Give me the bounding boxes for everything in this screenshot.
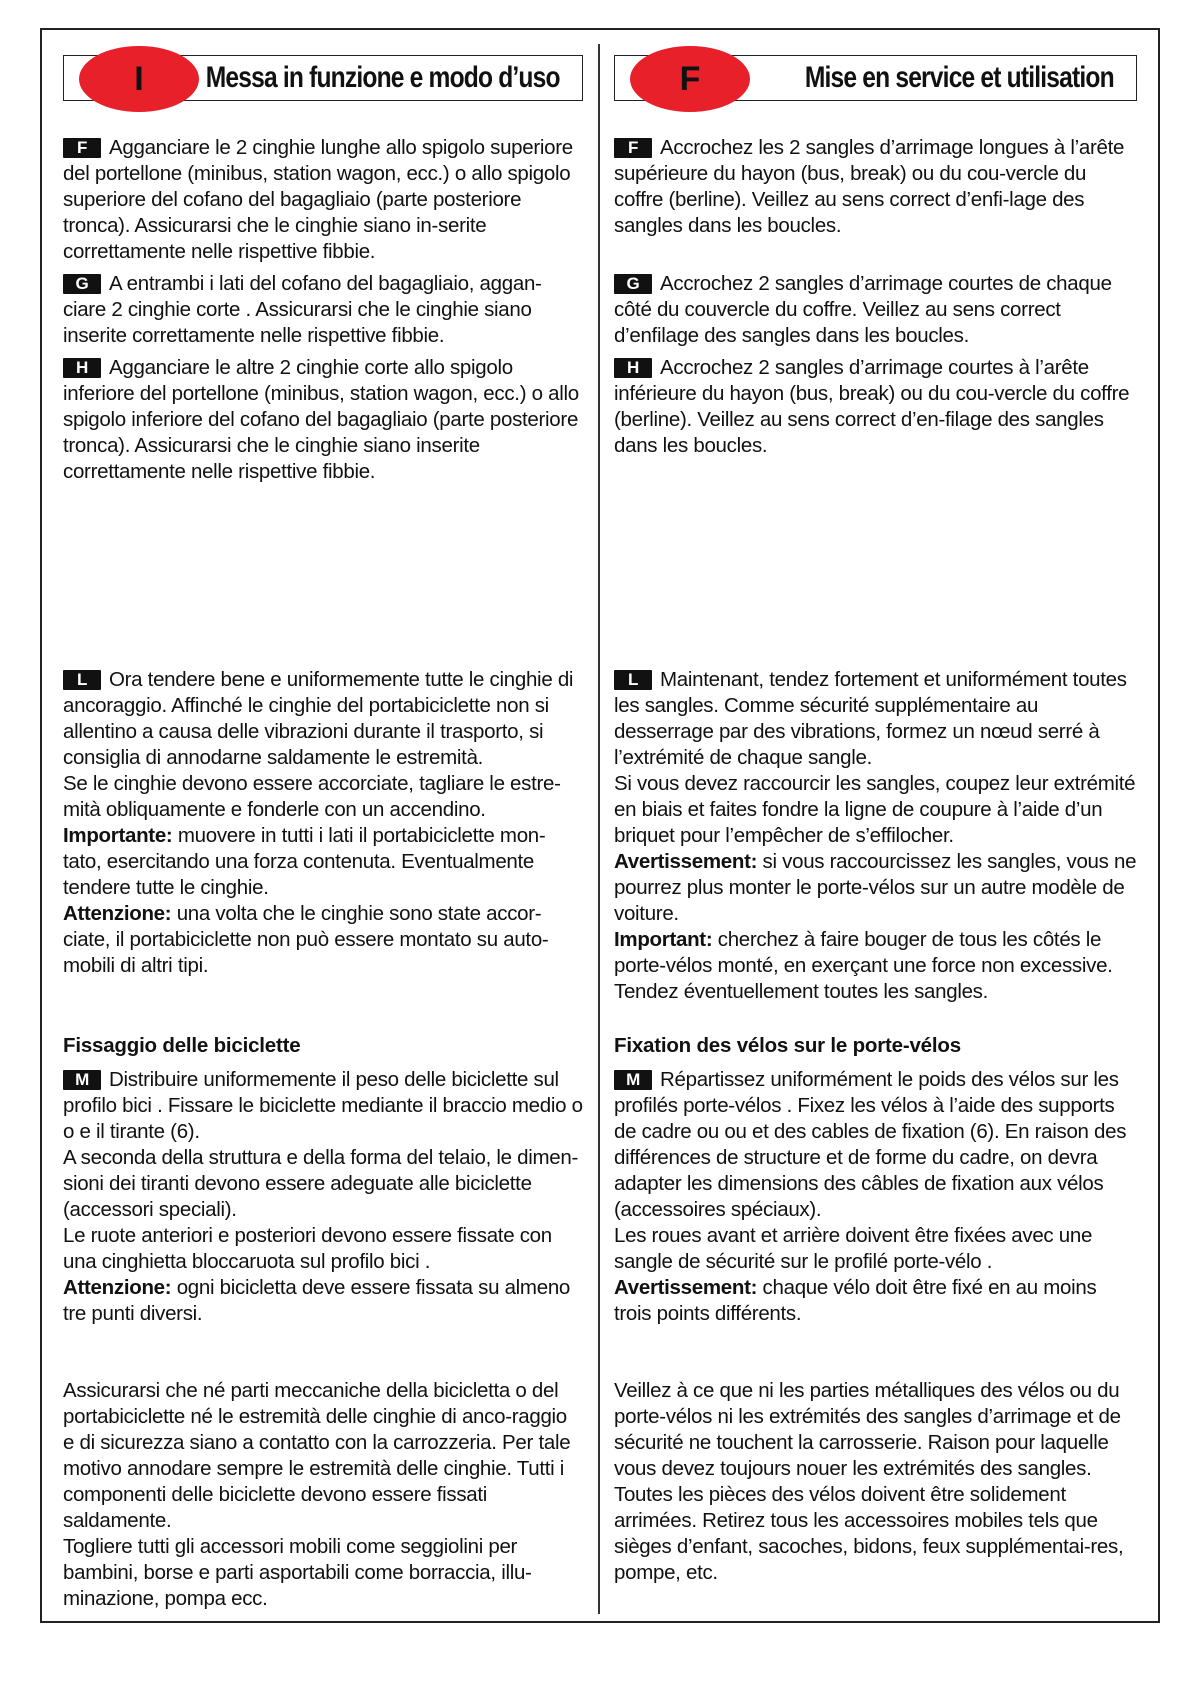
paragraph: Se le cinghie devono essere accorciate, tagliare le estre-mità obliquamente e fonderle con un accendino. [63, 772, 561, 821]
step-tag: L [63, 670, 101, 690]
step-g [614, 271, 1137, 349]
french-column [614, 55, 1137, 1584]
note-label: Importante: [63, 824, 173, 847]
step-text: Maintenant, tendez fortement et uniformément toutes les sangles. Comme sécurité supplémentaire au desserrage par des vibrations, formez un nœud serré à l’extrémité de chaque sangle. [614, 668, 1127, 769]
step-tag: F [63, 138, 101, 158]
step-text: A entrambi i lati del cofano del bagagliaio, aggan-ciare 2 cinghie corte . Assicurarsi che le cinghie siano inserite correttamente nelle rispettive fibbie. [63, 272, 542, 347]
warning-note [614, 849, 1137, 927]
note-text: si vous raccourcissez les sangles, vous ne pourrez plus monter le porte-vélos sur un autre modèle de voiture. [614, 850, 1137, 925]
step-text: Ora tendere bene e uniformemente tutte le cinghie di ancoraggio. Affinché le cinghie del portabiciclette non si allentino a causa delle vibrazioni durante il trasporto, si consiglia di annodarne saldamente le estremità. [63, 668, 574, 769]
fixing-heading: Fixation des vélos sur le porte-vélos [614, 1034, 961, 1057]
important-note [614, 927, 1137, 1005]
paragraph: Les roues avant et arrière doivent être fixées avec une sangle de sécurité sur le profilé porte-vélo . [614, 1224, 1093, 1273]
paragraph: Toutes les pièces des vélos doivent être solidement arrimées. Retirez tous les accessoires mobiles tels que sièges d’enfant, sacoches, bidons, feux supplémentai-res, pompe, etc. [614, 1483, 1124, 1584]
attention-note [63, 901, 583, 979]
note-label: Avertissement: [614, 850, 758, 873]
final-block [614, 1378, 1137, 1586]
french-section-header [614, 55, 1137, 101]
step-tag: G [614, 274, 652, 294]
step-text: Distribuire uniformemente il peso delle biciclette sul profilo bici . Fissare le biciclette mediante il braccio medio o o e il tirante (6). [63, 1068, 583, 1143]
note-label: Important: [614, 928, 713, 951]
step-l-block [63, 667, 583, 979]
language-badge-letter: I [134, 60, 144, 98]
paragraph: A seconda della struttura e della forma del telaio, le dimen-sioni dei tiranti devono essere adeguate alle biciclette (accessori speciali). [63, 1146, 579, 1221]
important-note [63, 823, 583, 901]
note-text: ogni bicicletta deve essere fissata su almeno tre punti diversi. [63, 1276, 571, 1325]
note-text: cherchez à faire bouger de tous les côtés le porte-vélos monté, en exerçant une force non excessive. Tendez éventuellement toutes les sangles. [614, 928, 1113, 1003]
step-tag: F [614, 138, 652, 158]
fixing-block [614, 1033, 1137, 1327]
step-m [63, 1067, 583, 1145]
step-m [614, 1067, 1137, 1223]
step-h [63, 355, 583, 485]
top-steps [614, 135, 1137, 465]
step-tag: M [614, 1070, 652, 1090]
fixing-block [63, 1033, 583, 1327]
note-label: Attenzione: [63, 1276, 172, 1299]
step-text: Accrochez 2 sangles d’arrimage courtes à l’arête inférieure du hayon (bus, break) ou du cou-vercle du coffre (berline). Veillez au sens correct d’en-filage des sangles dans les boucles. [614, 356, 1130, 457]
step-f [614, 135, 1137, 239]
fixing-heading: Fissaggio delle biciclette [63, 1034, 301, 1057]
step-l [614, 667, 1137, 771]
final-block [63, 1378, 583, 1612]
language-badge-letter: F [679, 60, 701, 98]
note-text: una volta che le cinghie sono state accor-ciate, il portabiciclette non può essere montato su auto-mobili di altri tipi. [63, 902, 549, 977]
paragraph: Le ruote anteriori e posteriori devono essere fissate con una cinghietta bloccaruota sul profilo bici . [63, 1224, 552, 1273]
step-tag: H [614, 358, 652, 378]
note-label: Avertissement: [614, 1276, 758, 1299]
italian-column [63, 55, 583, 1610]
attention-note [63, 1275, 583, 1327]
paragraph: Veillez à ce que ni les parties métalliques des vélos ou du porte-vélos ni les extrémités des sangles d’arrimage et de sécurité ne touchent la carrosserie. Raison pour laquelle vous devez toujours nouer les extrémités des sangles. [614, 1379, 1121, 1480]
paragraph: Assicurarsi che né parti meccaniche della bicicletta o del portabiciclette né le estremità delle cinghie di anco-raggio e di sicurezza siano a contatto con la carrozzeria. Per tale motivo annodare sempre le estremità delle cinghie. Tutti i componenti delle biciclette devono essere fissati saldamente. [63, 1379, 571, 1532]
step-text: Agganciare le 2 cinghie lunghe allo spigolo superiore del portellone (minibus, station wagon, ecc.) o allo spigolo superiore del cofano del bagagliaio (parte posteriore tronca). Assicurarsi che le cinghie siano in-serite correttamente nelle rispettive fibbie. [63, 136, 573, 263]
step-tag: G [63, 274, 101, 294]
step-l-block [614, 667, 1137, 1005]
step-tag: M [63, 1070, 101, 1090]
note-text: chaque vélo doit être fixé en au moins trois points différents. [614, 1276, 1097, 1325]
paragraph: Togliere tutti gli accessori mobili come seggiolini per bambini, borse e parti asportabili come borraccia, illu-minazione, pompa ecc. [63, 1535, 532, 1610]
warning-note [614, 1275, 1137, 1327]
step-text: Accrochez les 2 sangles d’arrimage longues à l’arête supérieure du hayon (bus, break) ou du cou-vercle du coffre (berline). Veillez au sens correct d’enfi-lage des sangles dans les boucles. [614, 136, 1125, 237]
column-divider [598, 44, 600, 1614]
step-l [63, 667, 583, 771]
step-text: Accrochez 2 sangles d’arrimage courtes de chaque côté du couvercle du coffre. Veillez au sens correct d’enfilage des sangles dans les boucles. [614, 272, 1112, 347]
step-g [63, 271, 583, 349]
step-tag: L [614, 670, 652, 690]
step-text: Répartissez uniformément le poids des vélos sur les profilés porte-vélos . Fixez les vélos à l’aide des supports de cadre ou ou et des cables de fixation (6). En raison des différences de structure et de forme du cadre, on devra adapter les dimensions des câbles de fixation aux vélos (accessoires spéciaux). [614, 1068, 1127, 1221]
step-h [614, 355, 1137, 459]
step-tag: H [63, 358, 101, 378]
step-text: Agganciare le altre 2 cinghie corte allo spigolo inferiore del portellone (minibus, station wagon, ecc.) o allo spigolo inferiore del cofano del bagagliaio (parte posteriore tronca). Assicurarsi che le cinghie siano inserite correttamente nelle rispettive fibbie. [63, 356, 579, 483]
paragraph: Si vous devez raccourcir les sangles, coupez leur extrémité en biais et faites fondre la ligne de coupure à l’aide d’un briquet pour l’empêcher de s’effilocher. [614, 772, 1136, 847]
section-title: Messa in funzione e modo d’uso [205, 61, 560, 94]
step-f [63, 135, 583, 265]
note-text: muovere in tutti i lati il portabiciclette mon-tato, esercitando una forza contenuta. Eventualmente tendere tutte le cinghie. [63, 824, 546, 899]
section-title: Mise en service et utilisation [805, 61, 1114, 94]
italian-section-header [63, 55, 583, 101]
top-steps [63, 135, 583, 491]
note-label: Attenzione: [63, 902, 172, 925]
